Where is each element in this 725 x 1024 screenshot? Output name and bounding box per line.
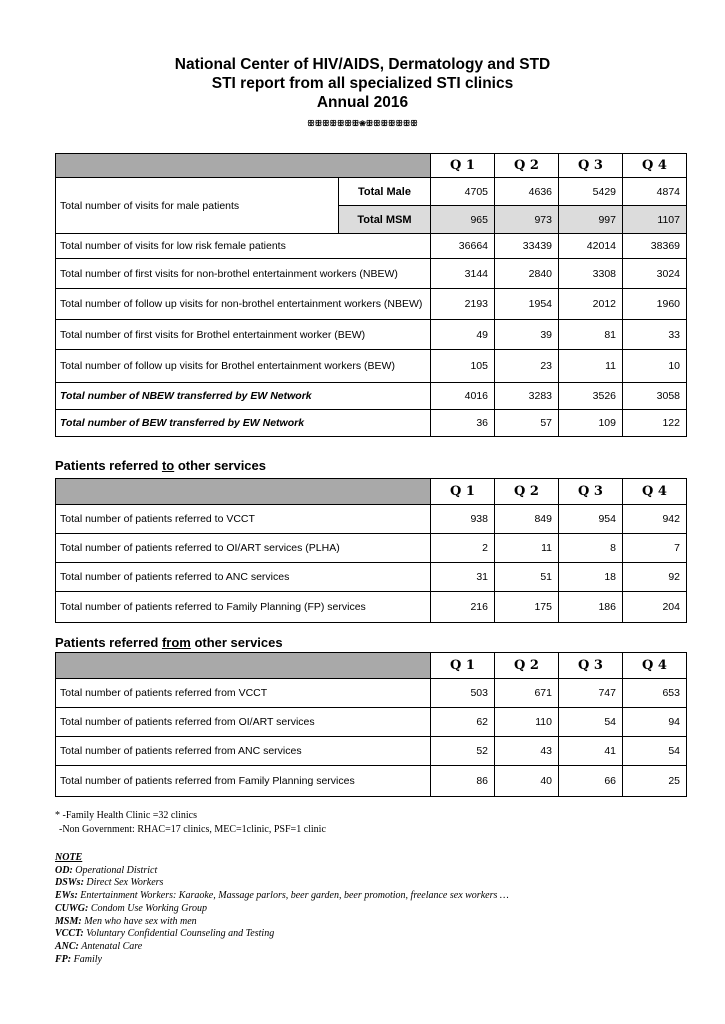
row-label: Total number of patients referred to VCCT (56, 505, 431, 534)
note-item (55, 928, 509, 941)
value-cell: 4016 (431, 383, 495, 410)
org-title: National Center of HIV/AIDS, Dermatology and STD (174, 56, 551, 73)
value-cell: 3308 (559, 259, 623, 289)
row-label: Total number of patients referred from OI/ART services (56, 708, 431, 737)
title-text: other services (174, 458, 266, 473)
value-cell: 51 (495, 563, 559, 592)
value-cell: 33439 (495, 234, 559, 259)
table-row (56, 679, 687, 708)
header-blank-cell (56, 653, 431, 679)
footnote-2: -Non Government: RHAC=17 clinics, MEC=1clinic, PSF=1 clinic (59, 824, 326, 835)
value-cell: 52 (431, 737, 495, 766)
ornament-divider: ꕥꕥꕥꕥꕥꕥꕥ❀ꕥꕥꕥꕥꕥꕥꕥ (307, 119, 418, 128)
quarter-header: Q 2 (495, 479, 559, 505)
value-cell: 62 (431, 708, 495, 737)
value-cell: 54 (623, 737, 687, 766)
value-cell: 10 (623, 350, 687, 383)
notes-heading: NOTE (55, 852, 83, 863)
value-cell: 11 (559, 350, 623, 383)
value-cell: 4705 (431, 178, 495, 206)
note-text: Family (71, 953, 102, 965)
note-item (55, 865, 509, 878)
value-cell: 92 (623, 563, 687, 592)
row-label: Total number of BEW transferred by EW Network (56, 410, 431, 437)
value-cell: 3144 (431, 259, 495, 289)
row-label: Total number of first visits for Brothel entertainment worker (BEW) (56, 320, 431, 350)
note-text: Men who have sex with men (81, 915, 197, 927)
quarter-header: Q 2 (495, 653, 559, 679)
table-header-row (56, 653, 687, 679)
quarter-header: Q 2 (495, 154, 559, 178)
row-label: Total number of patients referred to Family Planning (FP) services (56, 592, 431, 623)
row-label: Total number of follow up visits for non-brothel entertainment workers (NBEW) (56, 289, 431, 320)
value-cell: 54 (559, 708, 623, 737)
value-cell: 40 (495, 766, 559, 797)
value-cell: 31 (431, 563, 495, 592)
value-cell: 3526 (559, 383, 623, 410)
referred-from-table (55, 652, 687, 797)
value-cell: 175 (495, 592, 559, 623)
row-label: Total number of first visits for non-brothel entertainment workers (NBEW) (56, 259, 431, 289)
table-row (56, 410, 687, 437)
row-label: Total number of patients referred from VCCT (56, 679, 431, 708)
row-label: Total number of patients referred from ANC services (56, 737, 431, 766)
table-row (56, 534, 687, 563)
note-text: Direct Sex Workers (83, 877, 164, 889)
note-abbr: MSM: (55, 915, 82, 927)
quarter-header: Q 3 (559, 154, 623, 178)
value-cell: 25 (623, 766, 687, 797)
title-text: Patients referred (55, 458, 162, 473)
value-cell: 43 (495, 737, 559, 766)
note-abbr: VCCT: (55, 928, 84, 940)
value-cell: 105 (431, 350, 495, 383)
total-male-label: Total Male (339, 178, 431, 206)
value-cell: 1960 (623, 289, 687, 320)
value-cell: 5429 (559, 178, 623, 206)
row-label: Total number of visits for low risk female patients (56, 234, 431, 259)
table-header-row (56, 479, 687, 505)
table-row (56, 592, 687, 623)
table-row (56, 320, 687, 350)
header-blank-cell (56, 479, 431, 505)
footnote-1: * -Family Health Clinic =32 clinics (55, 810, 198, 821)
table-row (56, 766, 687, 797)
value-cell: 39 (495, 320, 559, 350)
table-row (56, 350, 687, 383)
value-cell: 3024 (623, 259, 687, 289)
table-header-row (56, 154, 687, 178)
value-cell: 23 (495, 350, 559, 383)
value-cell: 503 (431, 679, 495, 708)
quarter-header: Q 3 (559, 479, 623, 505)
value-cell: 3058 (623, 383, 687, 410)
value-cell: 2012 (559, 289, 623, 320)
quarter-header: Q 1 (431, 479, 495, 505)
value-cell: 849 (495, 505, 559, 534)
note-text: Antenatal Care (78, 940, 143, 952)
row-label: Total number of NBEW transferred by EW Network (56, 383, 431, 410)
table-row (56, 289, 687, 320)
value-cell: 18 (559, 563, 623, 592)
note-text: Condom Use Working Group (88, 902, 208, 914)
value-cell: 66 (559, 766, 623, 797)
note-item (55, 916, 509, 929)
referred-to-title (55, 458, 266, 473)
total-msm-label: Total MSM (339, 206, 431, 234)
table-row (56, 234, 687, 259)
row-label: Total number of patients referred to ANC services (56, 563, 431, 592)
quarter-header: Q 3 (559, 653, 623, 679)
note-item (55, 954, 509, 967)
value-cell: 11 (495, 534, 559, 563)
note-abbr: FP: (55, 953, 72, 965)
value-cell: 4636 (495, 178, 559, 206)
title-text: other services (190, 635, 283, 650)
row-label: Total number of patients referred from Family Planning services (56, 766, 431, 797)
title-text: Patients referred (55, 635, 162, 650)
referred-from-title (55, 635, 283, 650)
table-row (56, 563, 687, 592)
note-abbr: ANC: (55, 940, 79, 952)
note-item (55, 903, 509, 916)
document-header (0, 55, 725, 133)
value-cell: 57 (495, 410, 559, 437)
note-abbr: DSWs: (55, 877, 84, 889)
value-cell: 8 (559, 534, 623, 563)
value-cell: 36664 (431, 234, 495, 259)
note-abbr: CUWG: (55, 902, 89, 914)
notes-section (55, 852, 509, 966)
title-underlined: to (161, 458, 175, 473)
value-cell: 81 (559, 320, 623, 350)
value-cell: 2193 (431, 289, 495, 320)
table-row (56, 708, 687, 737)
value-cell: 3283 (495, 383, 559, 410)
value-cell: 747 (559, 679, 623, 708)
value-cell: 954 (559, 505, 623, 534)
note-text: Entertainment Workers: Karaoke, Massage parlors, beer garden, beer promotion, freelance sex workers … (77, 890, 509, 902)
quarter-header: Q 4 (623, 154, 687, 178)
value-cell: 4874 (623, 178, 687, 206)
value-cell: 204 (623, 592, 687, 623)
quarter-header: Q 4 (623, 479, 687, 505)
table-row (56, 259, 687, 289)
value-cell: 671 (495, 679, 559, 708)
header-blank-cell (56, 154, 431, 178)
note-item (55, 877, 509, 890)
row-label: Total number of patients referred to OI/ART services (PLHA) (56, 534, 431, 563)
referred-to-table (55, 478, 687, 623)
value-cell: 38369 (623, 234, 687, 259)
note-text: Voluntary Confidential Counseling and Testing (83, 928, 275, 940)
value-cell: 938 (431, 505, 495, 534)
report-title: STI report from all specialized STI clinics (211, 75, 514, 92)
value-cell: 7 (623, 534, 687, 563)
value-cell: 2840 (495, 259, 559, 289)
quarter-header: Q 1 (431, 653, 495, 679)
value-cell: 49 (431, 320, 495, 350)
value-cell: 2 (431, 534, 495, 563)
table-row (56, 178, 687, 206)
value-cell: 942 (623, 505, 687, 534)
value-cell: 1107 (623, 206, 687, 234)
value-cell: 186 (559, 592, 623, 623)
visits-table (55, 153, 687, 437)
note-text: Operational District (72, 864, 158, 876)
value-cell: 653 (623, 679, 687, 708)
value-cell: 41 (559, 737, 623, 766)
male-visits-label: Total number of visits for male patients (56, 178, 339, 234)
row-label: Total number of follow up visits for Brothel entertainment workers (BEW) (56, 350, 431, 383)
value-cell: 86 (431, 766, 495, 797)
report-period: Annual 2016 (316, 94, 409, 111)
value-cell: 1954 (495, 289, 559, 320)
note-abbr: OD: (55, 864, 73, 876)
value-cell: 973 (495, 206, 559, 234)
title-underlined: from (161, 635, 191, 650)
note-item (55, 941, 509, 954)
value-cell: 216 (431, 592, 495, 623)
value-cell: 33 (623, 320, 687, 350)
note-abbr: EWs: (55, 890, 78, 902)
value-cell: 110 (495, 708, 559, 737)
note-item (55, 890, 509, 903)
value-cell: 94 (623, 708, 687, 737)
value-cell: 122 (623, 410, 687, 437)
quarter-header: Q 4 (623, 653, 687, 679)
table-row (56, 383, 687, 410)
quarter-header: Q 1 (431, 154, 495, 178)
value-cell: 109 (559, 410, 623, 437)
table-row (56, 505, 687, 534)
value-cell: 965 (431, 206, 495, 234)
value-cell: 42014 (559, 234, 623, 259)
value-cell: 997 (559, 206, 623, 234)
value-cell: 36 (431, 410, 495, 437)
table-row (56, 737, 687, 766)
